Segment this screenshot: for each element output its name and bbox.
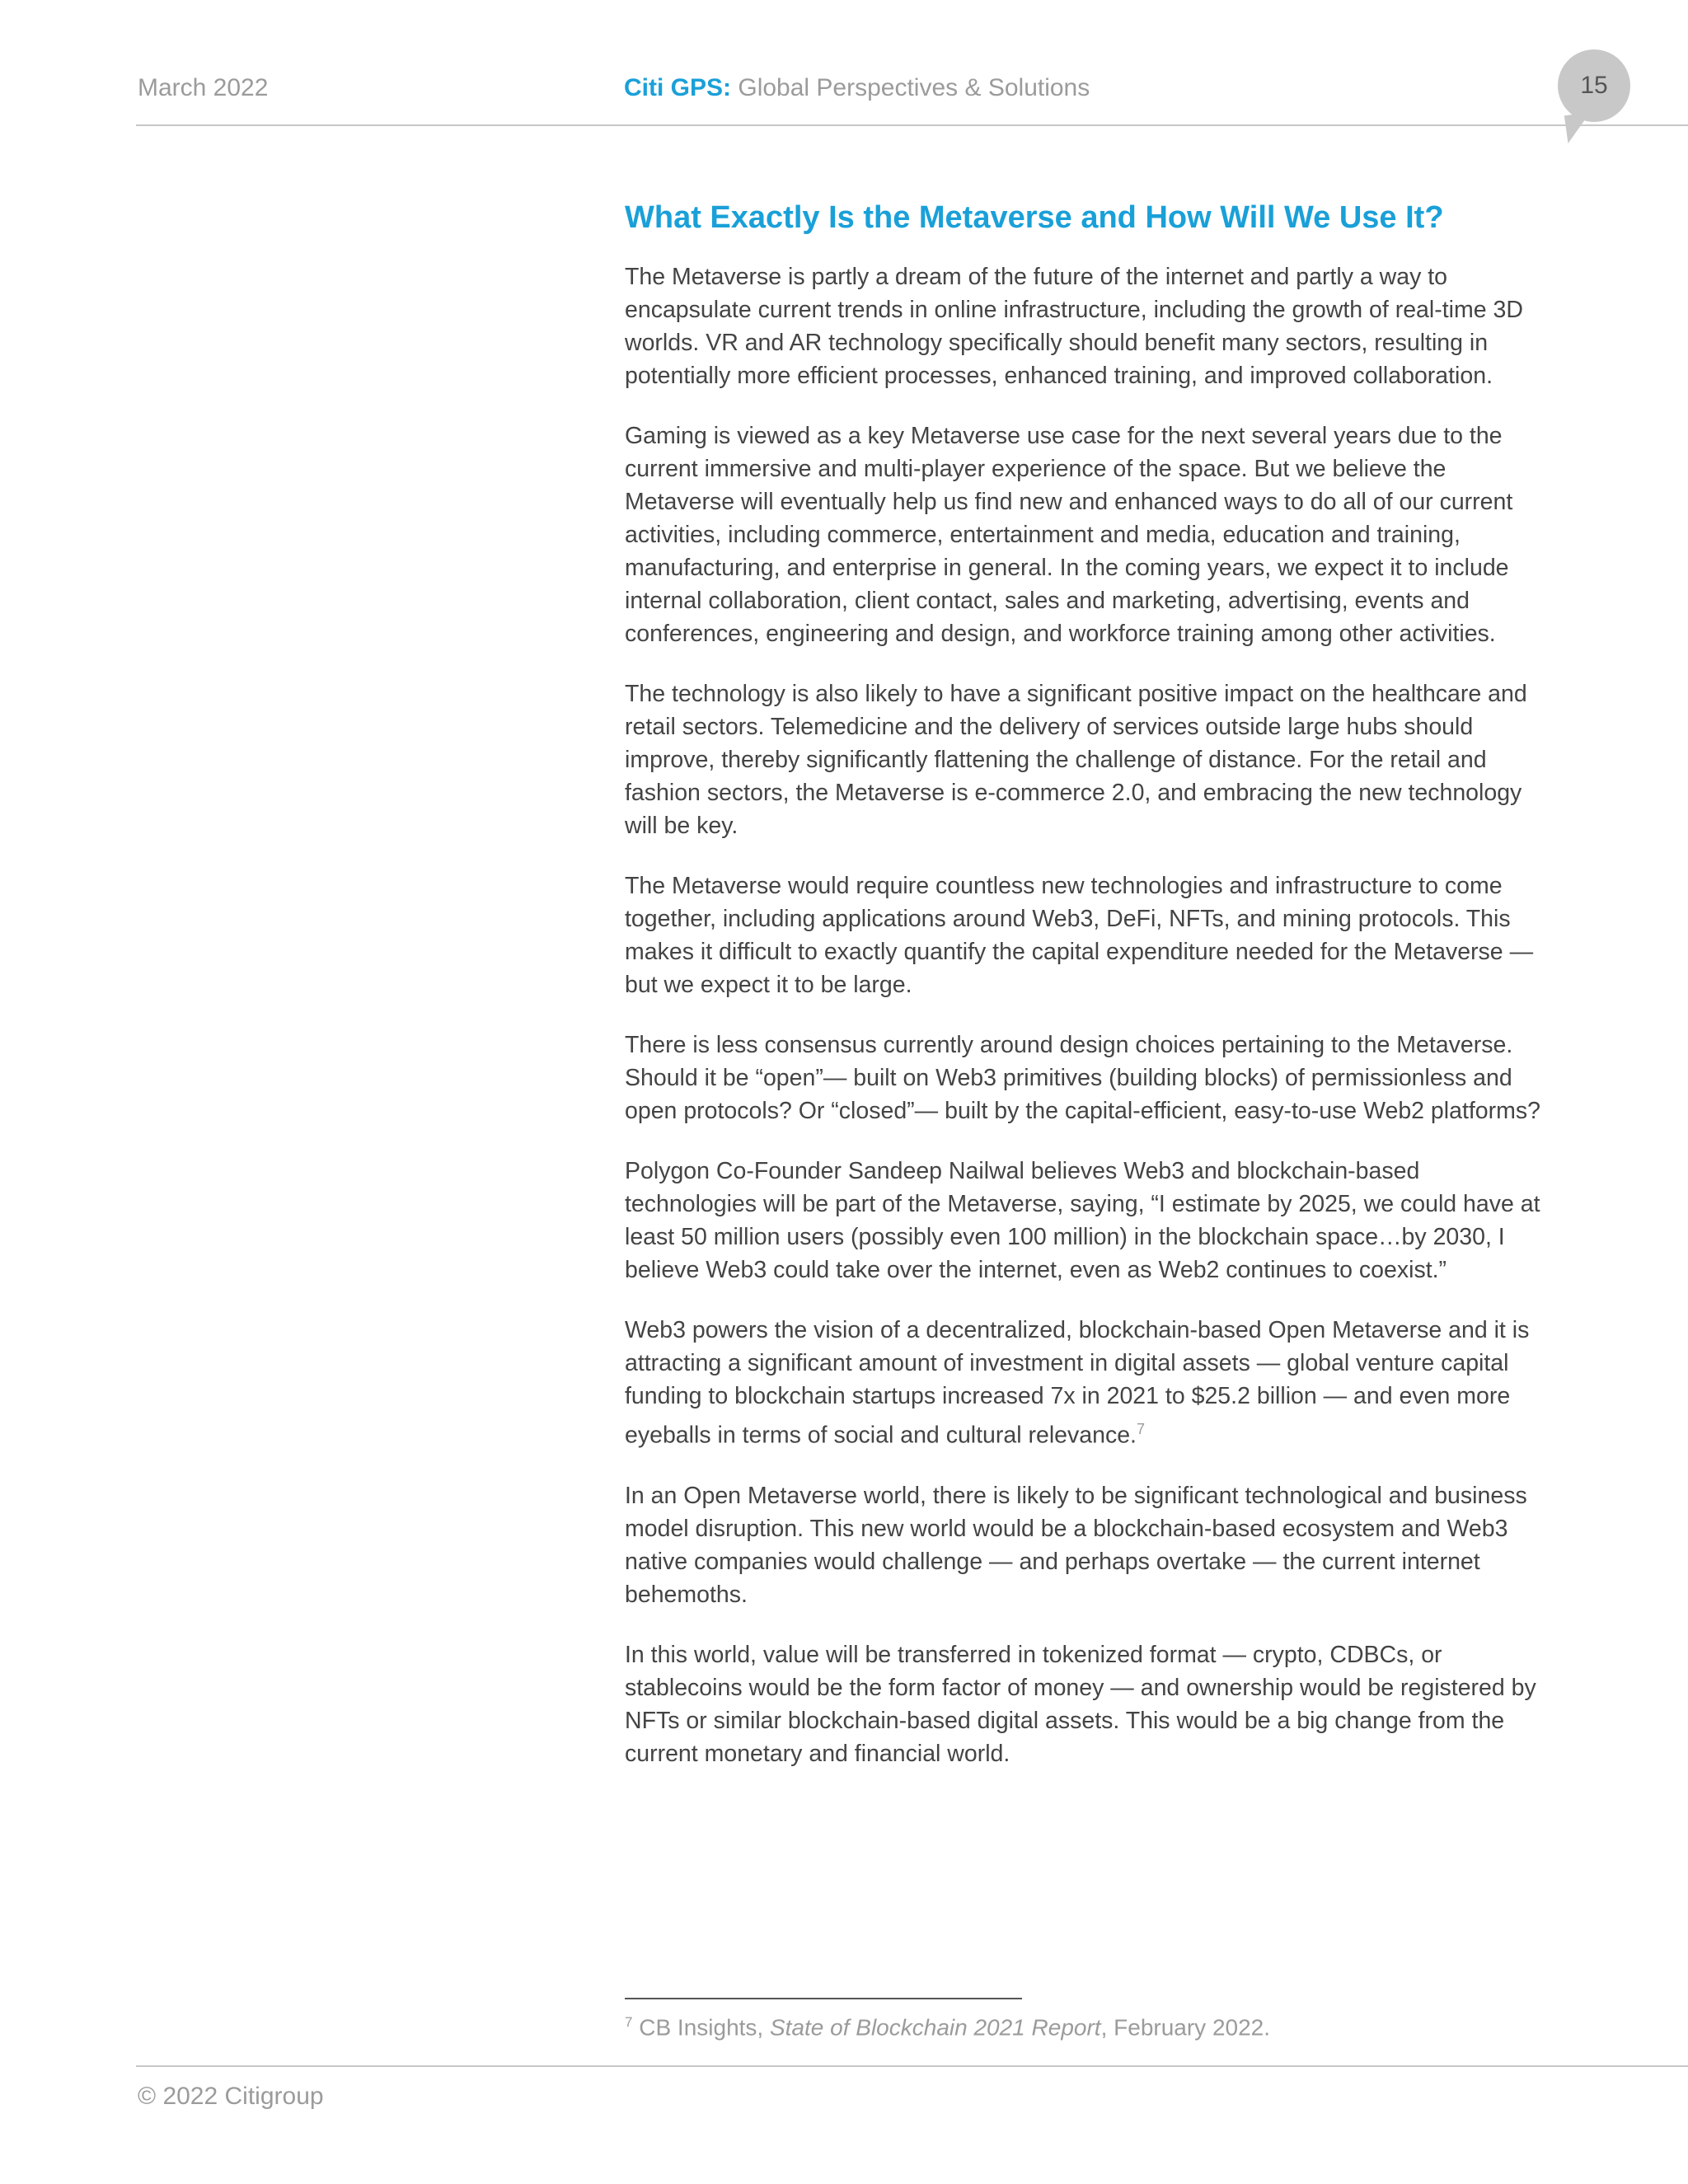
copyright: © 2022 Citigroup bbox=[138, 2083, 324, 2110]
footnote-prefix: CB Insights, bbox=[632, 2014, 770, 2041]
paragraph-3: The technology is also likely to have a significant positive impact on the healthcare and retail sectors. Telemedicine and the delivery of services outside large hubs should improve, thereby significantly flattening the challenge of distance. For the retail and fashion sectors, the Metaverse is e-commerce 2.0, and embracing the new technology will be key. bbox=[625, 681, 1527, 839]
paragraph-9: In this world, value will be transferred in tokenized format — crypto, CDBCs, or stablecoins would be the form factor of money — and ownership would be registered by NFTs or similar blockchain-based digital assets. This would be a big change from the current monetary and financial world. bbox=[625, 1641, 1536, 1767]
page-number-badge bbox=[1558, 49, 1630, 122]
paragraph-7-text: Web3 powers the vision of a decentralized, blockchain-based Open Metaverse and it is attracting a significant amount of investment in digital assets — global venture capital funding to blockchain startups increased 7x in 2021 to $25.2 billion — and even more eyeballs in terms of social and cultural relevance. bbox=[625, 1317, 1530, 1449]
paragraph-5: There is less consensus currently around design choices pertaining to the Metaverse. Should it be “open”— built on Web3 primitives (building blocks) of permissionless and open protocols? Or “closed”— built by the capital-efficient, easy-to-use Web2 platforms? bbox=[625, 1032, 1540, 1124]
header-date: March 2022 bbox=[138, 74, 269, 101]
article-body bbox=[625, 198, 1548, 1797]
header-divider bbox=[136, 124, 1688, 126]
footnote-divider bbox=[625, 1998, 1022, 1999]
publication-subtitle: Global Perspectives & Solutions bbox=[738, 74, 1090, 101]
paragraph-8: In an Open Metaverse world, there is likely to be significant technological and business model disruption. This new world would be a blockchain-based ecosystem and Web3 native companies would challenge — and perhaps overtake — the current internet behemoths. bbox=[625, 1482, 1527, 1608]
footnote-marker: 7 bbox=[625, 2014, 633, 2030]
brand-name: Citi GPS: bbox=[624, 74, 732, 101]
footnote-reference[interactable]: 7 bbox=[1136, 1421, 1145, 1437]
footnote-source-title: State of Blockchain 2021 Report bbox=[769, 2014, 1101, 2041]
publication-title bbox=[624, 74, 1090, 102]
footnote-suffix: , February 2022. bbox=[1100, 2014, 1271, 2041]
paragraph-4: The Metaverse would require countless new technologies and infrastructure to come together, including applications around Web3, DeFi, NFTs, and mining protocols. This makes it difficult to exactly quantify the capital expenditure needed for the Metaverse — but we expect it to be large. bbox=[625, 873, 1534, 998]
paragraph-7 bbox=[625, 1314, 1548, 1452]
paragraph-1: The Metaverse is partly a dream of the future of the internet and partly a way to encapsulate current trends in online infrastructure, including the growth of real-time 3D worlds. VR and AR technology specifically should benefit many sectors, resulting in potentially more efficient processes, enhanced training, and improved collaboration. bbox=[625, 264, 1523, 389]
footnote bbox=[625, 2014, 1270, 2041]
paragraph-6: Polygon Co-Founder Sandeep Nailwal believes Web3 and blockchain-based technologies will be part of the Metaverse, saying, “I estimate by 2025, we could have at least 50 million users (possibly even 100 million) in the blockchain space…by 2030, I believe Web3 could take over the internet, even as Web2 continues to coexist.” bbox=[625, 1158, 1540, 1283]
footer-divider bbox=[136, 2065, 1688, 2067]
page-number: 15 bbox=[1580, 72, 1608, 99]
page-badge-pointer bbox=[1564, 112, 1594, 143]
paragraph-2: Gaming is viewed as a key Metaverse use case for the next several years due to the current immersive and multi-player experience of the space. But we believe the Metaverse will eventually help us find new and enhanced ways to do all of our current activities, including commerce, entertainment and media, education and training, manufacturing, and enterprise in general. In the coming years, we expect it to include internal collaboration, client contact, sales and marketing, advertising, events and conferences, engineering and design, and workforce training among other activities. bbox=[625, 423, 1513, 647]
section-title: What Exactly Is the Metaverse and How Will We Use It? bbox=[625, 200, 1444, 235]
